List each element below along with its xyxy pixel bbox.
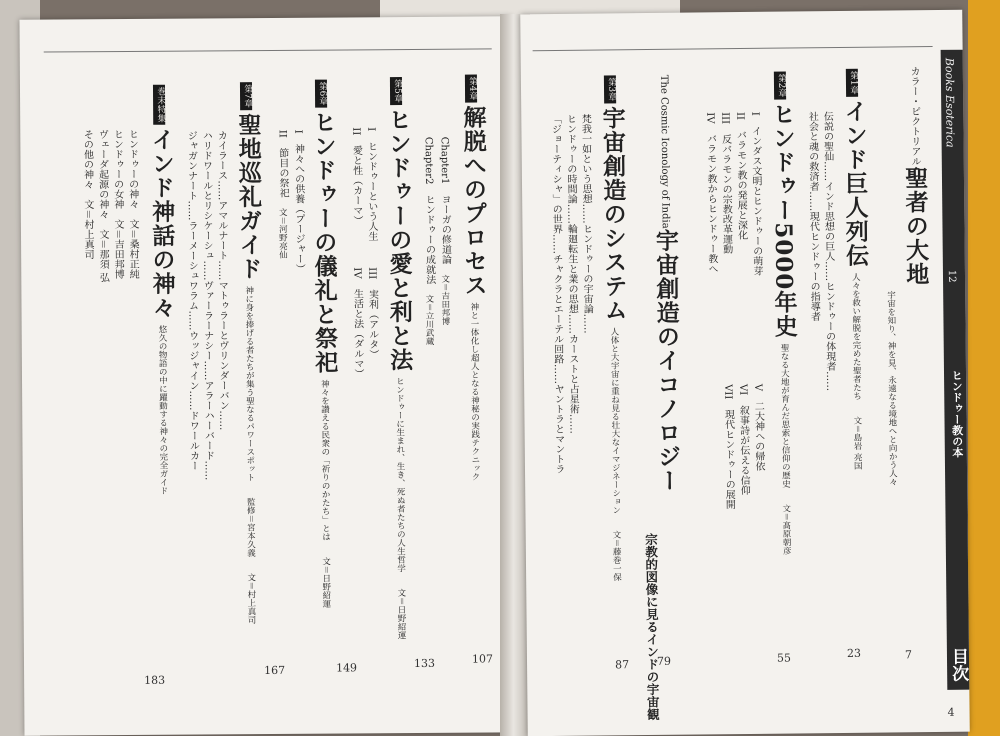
chapter7-subtitle: 神に身を捧げる者たちが集う聖なるパワースポット [243, 285, 256, 482]
chapter1-item1: 伝説の聖仙……インド思想の巨人……ヒンドゥーの体現者…… [821, 111, 836, 392]
chapter4-ch2: Chapter2 ヒンドゥーの成就法 文＝立川武蔵 [422, 136, 435, 346]
chapter3-subtitle: 人体と大宇宙に重ね見る壮大なイマジネーション [608, 327, 621, 515]
chapter7-item2: ハリドワールとリシケーシュ……ヴァーラーナシー……アラーハーバード…… [200, 130, 214, 481]
chapter2-item5: V 二大神への帰依 [752, 383, 765, 472]
chapter2-item4: IV バラモン教からヒンドゥー教へ [704, 112, 717, 274]
iconology-title: 宇宙創造のイコノロジー [651, 228, 682, 493]
chapter6-heading [310, 80, 339, 609]
page-folio: 4 [947, 705, 955, 719]
toc-label: 目次 [947, 647, 969, 682]
chapter2-item7: VII 現代ヒンドゥーの展開 [722, 384, 735, 510]
pictorial-title: 聖者の大地 [901, 166, 930, 287]
chapter4-ch1: Chapter1 ヨーガの修道論 文＝吉田邦博 [438, 136, 451, 326]
chapter1-heading [841, 69, 870, 470]
chapter1-author: 文＝島岩 亮国 [851, 416, 863, 470]
chapter4-page: 107 [471, 652, 494, 666]
iconology-page: 79 [656, 654, 672, 668]
series-title: ヒンドゥー教の本 [949, 369, 964, 458]
chapter3-title: 宇宙創造のシステム [598, 105, 628, 323]
iconology-heading [651, 75, 681, 493]
special-subtitle: 悠久の物語の中に躍動する神々の完全ガイド [156, 324, 169, 495]
chapter6-page: 149 [335, 661, 358, 675]
special-item3: ヴェーダ起源の神々 文＝那須 弘 [96, 129, 109, 283]
series-brand: Books Esoterica [942, 57, 957, 148]
pictorial-subtitle: 宇宙を知り、神を見、永遠なる境地へと向かう人々 [885, 290, 898, 487]
pictorial-label: カラー・ピクトリアル [908, 66, 921, 167]
special-heading [148, 85, 176, 495]
chapter1-subtitle: 人々を救い解脱を完めた聖者たち [850, 272, 862, 401]
chapter5-tag: 第5章 [390, 77, 402, 105]
top-rule-right [533, 46, 933, 51]
chapter1-tag: 第1章 [846, 69, 858, 97]
chapter5-item4: IV 生活と法（ダルマ） [351, 267, 364, 379]
chapter2-item6: VI 叙事詩が伝える信仰 [737, 383, 750, 496]
special-item2: ヒンドゥーの女神 文＝吉田邦博 [111, 129, 124, 280]
pictorial-page: 7 [904, 648, 913, 662]
chapter5-subtitle: ヒンドゥーに生まれ、生き、死ぬ者たちの人生哲学 [394, 376, 406, 573]
chapter2-subtitle: 聖なる大地が育んだ思索と信仰の歴史 [778, 343, 791, 488]
chapter7-item1: カイラース……アマルナート……マトゥラーとヴリンダーバン…… [215, 130, 229, 431]
chapter4-subtitle: 神と一体化し超人となる神秘の実践テクニック [468, 302, 481, 481]
chapter3-item1: 梵我一如という思想……ヒンドゥーの宇宙論…… [579, 113, 593, 334]
sidebar [941, 50, 970, 690]
pictorial-heading [901, 66, 929, 286]
background-right [968, 0, 1000, 736]
chapter3-item2: ヒンドゥーの時間論……輪廻転生と業の思想……カーストと占星術…… [564, 113, 579, 434]
special-item1: ヒンドゥーの神々 文＝桑村正純 [126, 128, 139, 279]
chapter6-item2: II 節目の祭祀 文＝河野亮仙 [276, 129, 289, 259]
chapter5-title: ヒンドゥーの愛と利と法 [384, 107, 414, 372]
chapter2-heading [769, 71, 799, 555]
special-item4: その他の神々 文＝村上真司 [81, 129, 94, 260]
chapter7-author: 文＝村上真司 [245, 572, 257, 625]
chapter4-tag: 第4章 [465, 75, 477, 103]
chapter5-item1: I ヒンドゥーという人生 [365, 127, 378, 242]
chapter2-page: 55 [776, 651, 792, 665]
chapter3-author: 文＝藤巻一保 [610, 530, 622, 582]
chapter2-item1: I インダス文明とヒンドゥーの萌芽 [749, 111, 762, 276]
chapter1-page: 23 [846, 646, 862, 660]
chapter2-item3: III 反バラモンの宗教改革運動 [719, 112, 732, 255]
chapter2-item2: II バラモン教の発展と深化 [734, 111, 747, 240]
chapter2-author: 文＝髙原朝彦 [780, 503, 792, 555]
chapter5-page: 133 [413, 656, 436, 670]
left-page [20, 16, 517, 735]
chapter5-heading [385, 77, 414, 640]
iconology-sub: 宗教的図像に見るインドの宇宙観 [643, 532, 661, 721]
chapter3-item3: 「ジョーティシャ」の世界……チャクラとエーテル回路……ヤントラとマントラ [549, 113, 565, 475]
chapter6-title: ヒンドゥーの儀礼と祭祀 [309, 110, 339, 375]
chapter7-heading [235, 82, 264, 624]
chapter6-tag: 第6章 [315, 80, 327, 108]
top-rule [44, 48, 492, 52]
special-title: インド神話の神々 [147, 127, 176, 320]
chapter4-heading [460, 74, 488, 480]
chapter5-item2: II 愛と性（カーマ） [350, 127, 362, 226]
chapter2-tag: 第2章 [774, 72, 786, 100]
chapter5-author: 文＝日野紹運 [395, 588, 407, 640]
chapter3-page: 87 [614, 658, 630, 672]
chapter4-title: 解脱へのプロセス [459, 105, 488, 298]
chapter6-author: 文＝日野紹運 [320, 556, 331, 608]
iconology-en: The Cosmic Iconology of India [658, 74, 671, 229]
series-volume: 12 [945, 269, 958, 283]
chapter7-supervisor: 監修＝宮本久義 [245, 497, 256, 558]
right-page [520, 10, 970, 736]
chapter1-title: インド巨人列伝 [840, 99, 870, 268]
chapter6-subtitle: 神々を讃える民衆の「祈りのかたち」とは [319, 379, 331, 541]
chapter7-item3: ジャガンナート……ラーメーシュワラム……ウッジャイン……ドワールカー [185, 130, 199, 471]
special-page: 183 [144, 673, 166, 687]
chapter3-heading [599, 75, 630, 581]
chapter2-title: ヒンドゥー5000年史 [768, 102, 798, 339]
chapter7-tag: 第7章 [240, 82, 252, 110]
chapter7-page: 167 [264, 663, 286, 678]
chapter3-tag: 第3章 [604, 75, 616, 103]
chapter7-title: 聖地巡礼ガイド [234, 112, 263, 281]
chapter6-item1: I 神々への供養（プージャー） [292, 129, 305, 274]
special-tag: 巻末特集 [153, 85, 165, 125]
chapter1-item2: 社会と魂の救済者……現代ヒンドゥーの指導者 [806, 111, 820, 322]
chapter5-item3: III 実利（アルタ） [366, 267, 378, 360]
